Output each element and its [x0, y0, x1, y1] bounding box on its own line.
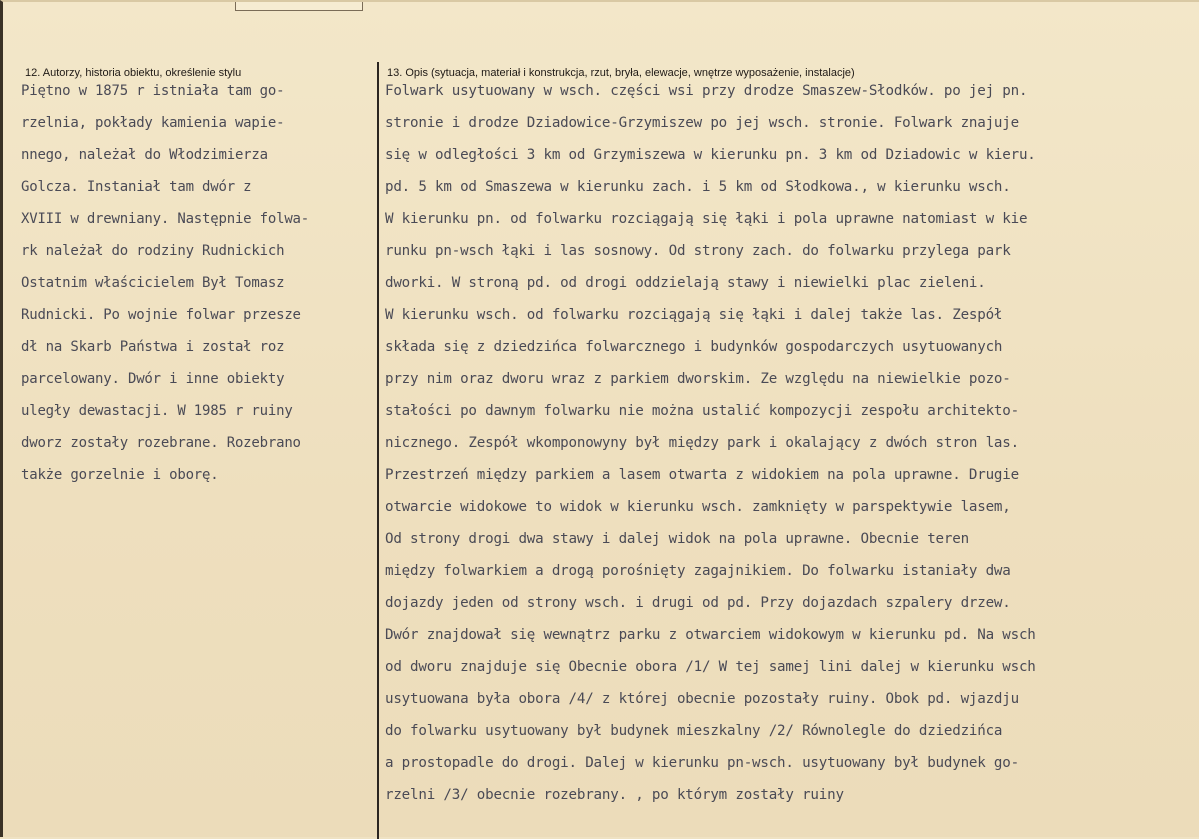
- text-line: Od strony drogi dwa stawy i dalej widok na pola uprawne. Obecnie teren: [385, 531, 969, 547]
- text-line: dł na Skarb Państwa i został roz: [21, 339, 285, 355]
- text-line: dojazdy jeden od strony wsch. i drugi od pd. Przy dojazdach szpalery drzew.: [385, 595, 1011, 611]
- text-line: od dworu znajduje się Obecnie obora /1/ W tej samej lini dalej w kierunku wsch: [385, 659, 1036, 675]
- text-line: uległy dewastacji. W 1985 r ruiny: [21, 403, 293, 419]
- section-13-heading: 13. Opis (sytuacja, materiał i konstrukcja, rzut, bryła, elewacje, wnętrze wyposażenie, instalacje): [387, 67, 855, 79]
- text-line: XVIII w drewniany. Następnie folwa-: [21, 211, 310, 227]
- text-line: W kierunku wsch. od folwarku rozciągają się łąki i dalej także las. Zespół: [385, 307, 1003, 323]
- text-line: do folwarku usytuowany był budynek mieszkalny /2/ Równolegle do dziedzińca: [385, 723, 1003, 739]
- text-line: rzelnia, pokłady kamienia wapie-: [21, 115, 285, 131]
- text-line: a prostopadle do drogi. Dalej w kierunku pn-wsch. usytuowany był budynek go-: [385, 755, 1019, 771]
- text-line: dworki. W stroną pd. od drogi oddzielają stawy i niewielki plac zieleni.: [385, 275, 986, 291]
- section-13-text: [385, 80, 1197, 816]
- text-line: stałości po dawnym folwarku nie można ustalić kompozycji zespołu architekto-: [385, 403, 1019, 419]
- text-line: także gorzelnie i oborę.: [21, 467, 219, 483]
- text-line: stronie i drodze Dziadowice-Grzymiszew po jej wsch. stronie. Folwark znajuje: [385, 115, 1019, 131]
- text-line: otwarcie widokowe to widok w kierunku wsch. zamknięty w parspektywie lasem,: [385, 499, 1011, 515]
- text-line: W kierunku pn. od folwarku rozciągają się łąki i pola uprawne natomiast w kie: [385, 211, 1028, 227]
- text-line: Przestrzeń między parkiem a lasem otwarta z widokiem na pola uprawne. Drugie: [385, 467, 1019, 483]
- section-12-text: [21, 80, 373, 496]
- text-line: między folwarkiem a drogą porośnięty zagajnikiem. Do folwarku istaniały dwa: [385, 563, 1011, 579]
- text-line: usytuowana była obora /4/ z której obecnie pozostały ruiny. Obok pd. wjazdju: [385, 691, 1019, 707]
- text-line: dworz zostały rozebrane. Rozebrano: [21, 435, 301, 451]
- text-line: Rudnicki. Po wojnie folwar przesze: [21, 307, 301, 323]
- text-line: przy nim oraz dworu wraz z parkiem dworskim. Ze względu na niewielkie pozo-: [385, 371, 1011, 387]
- text-line: pd. 5 km od Smaszewa w kierunku zach. i 5 km od Słodkowa., w kierunku wsch.: [385, 179, 1011, 195]
- card-top-tab: [235, 2, 363, 11]
- text-line: parcelowany. Dwór i inne obiekty: [21, 371, 285, 387]
- text-line: Golcza. Instaniał tam dwór z: [21, 179, 252, 195]
- text-line: Dwór znajdował się wewnątrz parku z otwarciem widokowym w kierunku pd. Na wsch: [385, 627, 1036, 643]
- text-line: Folwark usytuowany w wsch. części wsi przy drodze Smaszew-Słodków. po jej pn.: [385, 83, 1028, 99]
- text-line: się w odległości 3 km od Grzymiszewa w kierunku pn. 3 km od Dziadowic w kieru.: [385, 147, 1036, 163]
- section-12-heading: 12. Autorzy, historia obiektu, określenie stylu: [25, 67, 242, 79]
- text-line: Piętno w 1875 r istniała tam go-: [21, 83, 285, 99]
- text-line: nicznego. Zespół wkomponowyny był między park i okalający z dwóch stron las.: [385, 435, 1019, 451]
- column-divider: [377, 62, 379, 839]
- text-line: runku pn-wsch łąki i las sosnowy. Od strony zach. do folwarku przylega park: [385, 243, 1011, 259]
- text-line: rk należał do rodziny Rudnickich: [21, 243, 285, 259]
- text-line: składa się z dziedzińca folwarcznego i budynków gospodarczych usytuowanych: [385, 339, 1003, 355]
- text-line: Ostatnim właścicielem Był Tomasz: [21, 275, 285, 291]
- text-line: nnego, należał do Włodzimierza: [21, 147, 268, 163]
- text-line: rzelni /3/ obecnie rozebrany. , po którym zostały ruiny: [385, 787, 844, 803]
